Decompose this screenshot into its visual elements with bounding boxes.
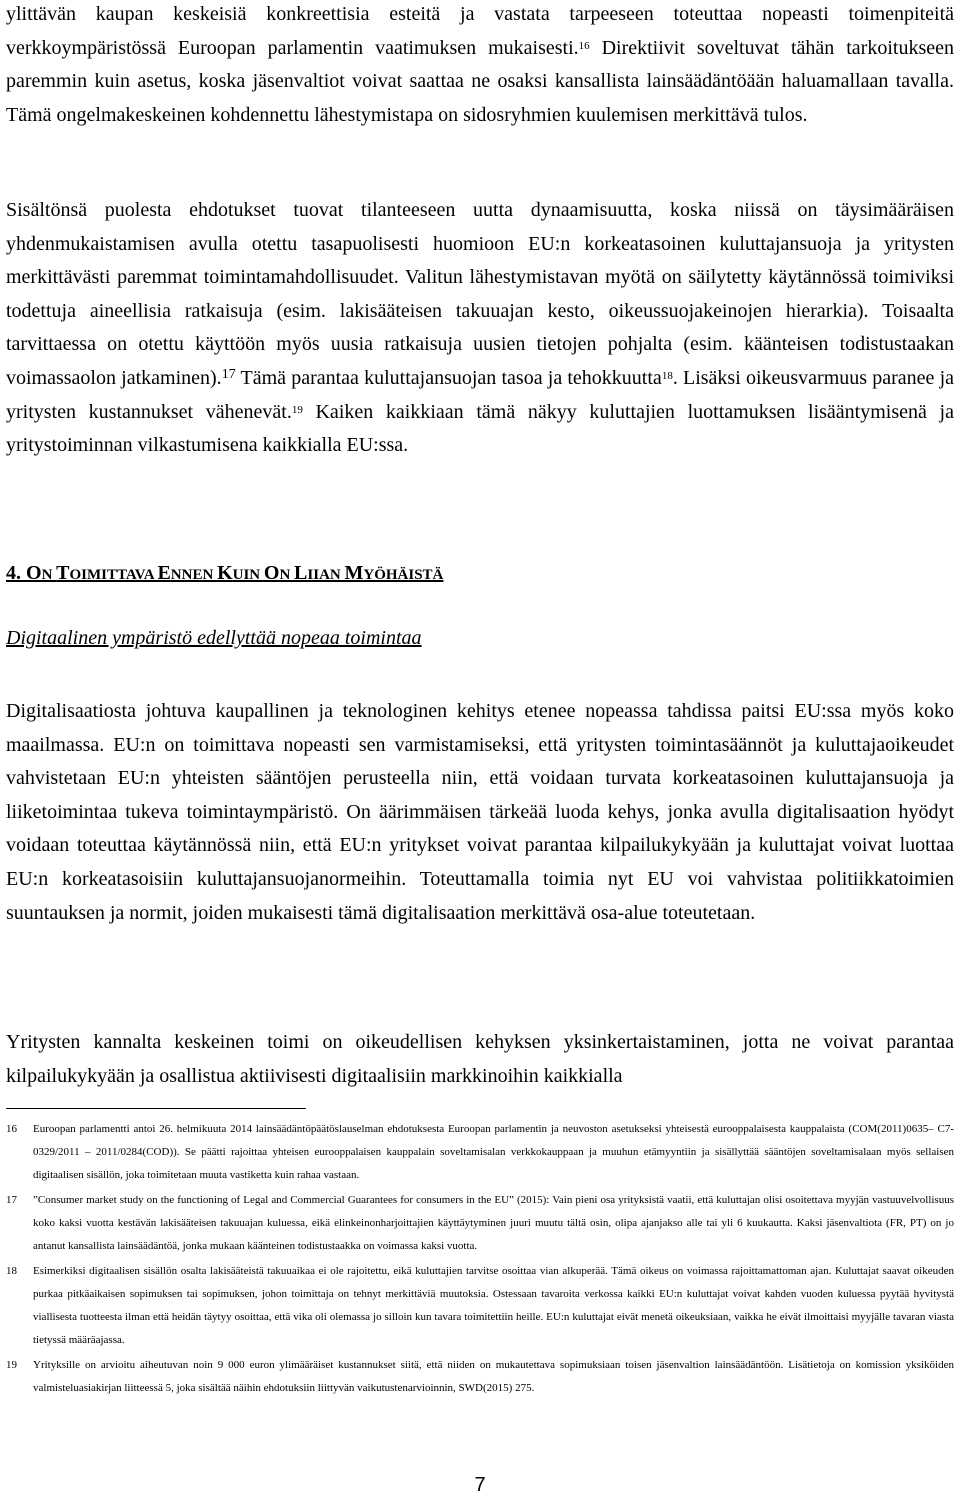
footnote-ref-18[interactable]: 18 (661, 369, 673, 382)
footnote-separator (6, 1108, 306, 1109)
footnotes (6, 1118, 954, 1402)
footnote-ref-16[interactable]: 16 (578, 39, 590, 52)
page-number: 7 (474, 1474, 486, 1496)
body-paragraph-4: Yritysten kannalta keskeinen toimi on oikeudellisen kehyksen yksinkertaistaminen, jotta ne voivat parantaa kilpailukykyään ja osallistua aktiivisesti digitaalisiin markkinoihin kaikkialla (6, 1031, 954, 1087)
body-paragraph-3: Digitalisaatiosta johtuva kaupallinen ja teknologinen kehitys etenee nopeassa tahdissa paitsi EU:ssa myös koko maailmassa. EU:n on toimittava nopeasti sen varmistamiseksi, että yritysten toimintasäännöt ja kuluttajaoikeudet vahvistetaan EU:n yhteisten sääntöjen perusteella niin, että voidaan turvata korkeatasoinen kuluttajansuoja ja liiketoimintaa tukeva toimintaympäristö. On äärimmäisen tärkeää luoda kehys, jonka avulla digitalisaation hyödyt voidaan toteuttaa käytännössä niin, että EU:n yritykset voivat parantaa kilpailukykyään ja kuluttajat voivat luottaa EU:n korkeatasoisiin kuluttajansuojanormeihin. Toteuttamalla toimia nyt EU voi vahvistaa politiikkatoimien suuntauksen ja normit, joiden mukaisesti tämä digitalisaation merkittävä osa-alue toteutetaan. (6, 700, 954, 924)
footnote-ref-19[interactable]: 19 (291, 403, 303, 416)
footnote-text: Esimerkiksi digitaalisen sisällön osalta lakisääteistä takuuaikaa ei ole rajoitettu, eikä kuluttajien tarvitse osoittaa vian alkuperää. Tämä oikeus on voimassa rajoittamattoman ajan. Kuluttajat saavat oikeuden purkaa pitkäaikaisen sopimuksen tai sopimuksen, johon toimittaja on tehnyt merkittäviä muutoksia. Ostessaan tavaroita verkossa kaikki EU:n kuluttajat voivat kahden vuoden kuluessa pyytää hyvitystä viallisesta tuotteesta ilman että heidän täytyy osoittaa, että vika oli olemassa jo silloin kun tavara toimitettiin heille. EU:n kuluttajat eivät menetä oikeuksiaan, vaikka he eivät ilmoittaisi myyjälle tavaran viasta tietyssä määräajassa. (33, 1265, 954, 1346)
body-paragraph-1: ylittävän kaupan keskeisiä konkreettisia esteitä ja vastata tarpeeseen toteuttaa nopeasti toimenpiteitä verkkoympäristössä Euroopan parlamentin vaatimuksen mukaisesti.$^{16}$ Direktiivit soveltuvat tähän tarkoitukseen paremmin kuin asetus, koska jäsenvaltiot voivat saattaa ne osaksi kansallista lainsäädäntöään haluamallaan tavalla. Tämä ongelmakeskeinen kohdennettu lähestymistapa on sidosryhmien kuulemisen merkittävä tulos. (6, 3, 954, 126)
footnote-text: ”Consumer market study on the functioning of Legal and Commercial Guarantees for consumers in the EU” (2015): Vain pieni osa yrityksistä vaatii, että kuluttajan olisi osoitettava myyjän vastuuvelvollisuus koko kaksi vuotta kestävän lakisääteisen takuuajan kuluessa, eikä elinkeinonharjoittajien käyttäytyminen juuri muutu tältä osin, olipa ajanjakso alle tai yli 6 kuukautta. Kaksi jäsenvaltiota (FR, PT) on jo antanut kansallista lainsäädäntöä, jonka mukaan käänteinen todistustaakka on voimassa kaksi vuotta. (33, 1194, 954, 1252)
section-subheading: Digitaalinen ympäristö edellyttää nopeaa toimintaa (6, 627, 422, 649)
footnote-16 (6, 1118, 954, 1187)
footnote-text: Euroopan parlamentti antoi 26. helmikuuta 2014 lainsäädäntöpäätöslauselman ehdotuksesta Euroopan parlamentin ja neuvoston asetukseksi yhteisestä eurooppalaisesta kauppalaista (COM(2011)0635– C7-0329/2011 – 2011/0284(COD)). Se päätti rajoittaa yhteisen eurooppalaisen kauppalain soveltamisalan verkkokauppaan ja muuhun etämyyntiin ja sisällyttää sääntöjen soveltamisalaan myös sellaisen digitaalisen sisällön, joka toimitetaan muuta vastiketta kuin rahaa vastaan. (33, 1123, 954, 1181)
footnote-ref-17[interactable]: 17 (221, 366, 236, 382)
body-paragraph-2: Sisältönsä puolesta ehdotukset tuovat tilanteeseen uutta dynaamisuutta, koska niissä on täysimääräisen yhdenmukaistamisen avulla otettu tasapuolisesti huomioon EU:n korkeatasoinen kuluttajansuoja ja yritysten merkittävästi paremmat toimintamahdollisuudet. Valitun lähestymistavan myötä on säilytetty käytännössä toimiviksi todettuja aineellisia ratkaisuja (esim. lakisääteisen takuuajan kesto, oikeussuojakeinojen hierarkia). Toisaalta tarvittaessa on otettu käyttöön myös uusia ratkaisuja uusien tietojen pohjalta (esim. käänteisen todistustaakan voimassaolon jatkaminen).$^{17}$ Tämä parantaa kuluttajansuojan tasoa ja tehokkuutta$^{18}$. Lisäksi oikeusvarmuus paranee ja yritysten kustannukset vähenevät.$^{19}$ Kaiken kaikkiaan tämä näkyy kuluttajien luottamuksen lisääntymisenä ja yritystoiminnan vilkastumisena kaikkialla EU:ssa. (6, 199, 954, 457)
section-heading: 4. ON TOIMITTAVA ENNEN KUIN ON LIIAN MYÖHÄISTÄ (6, 562, 444, 584)
footnote-text: Yrityksille on arvioitu aiheutuvan noin 9 000 euron ylimääräiset kustannukset siitä, että niiden on mukautettava sopimuksiaan toisen jäsenvaltion lainsäädäntöön. Lisätietoja on komission yksiköiden valmisteluasiakirjan liitteessä 5, joka sisältää näihin ehdotuksiin liittyvän vaikutustenarvioinnin, SWD(2015) 275. (33, 1359, 954, 1394)
footnote-number: 19 (6, 1359, 17, 1371)
footnote-number: 17 (6, 1194, 17, 1206)
footnote-19 (6, 1354, 954, 1400)
footnote-number: 18 (6, 1265, 17, 1277)
footnote-17 (6, 1189, 954, 1258)
footnote-number: 16 (6, 1123, 17, 1135)
footnote-18 (6, 1260, 954, 1352)
